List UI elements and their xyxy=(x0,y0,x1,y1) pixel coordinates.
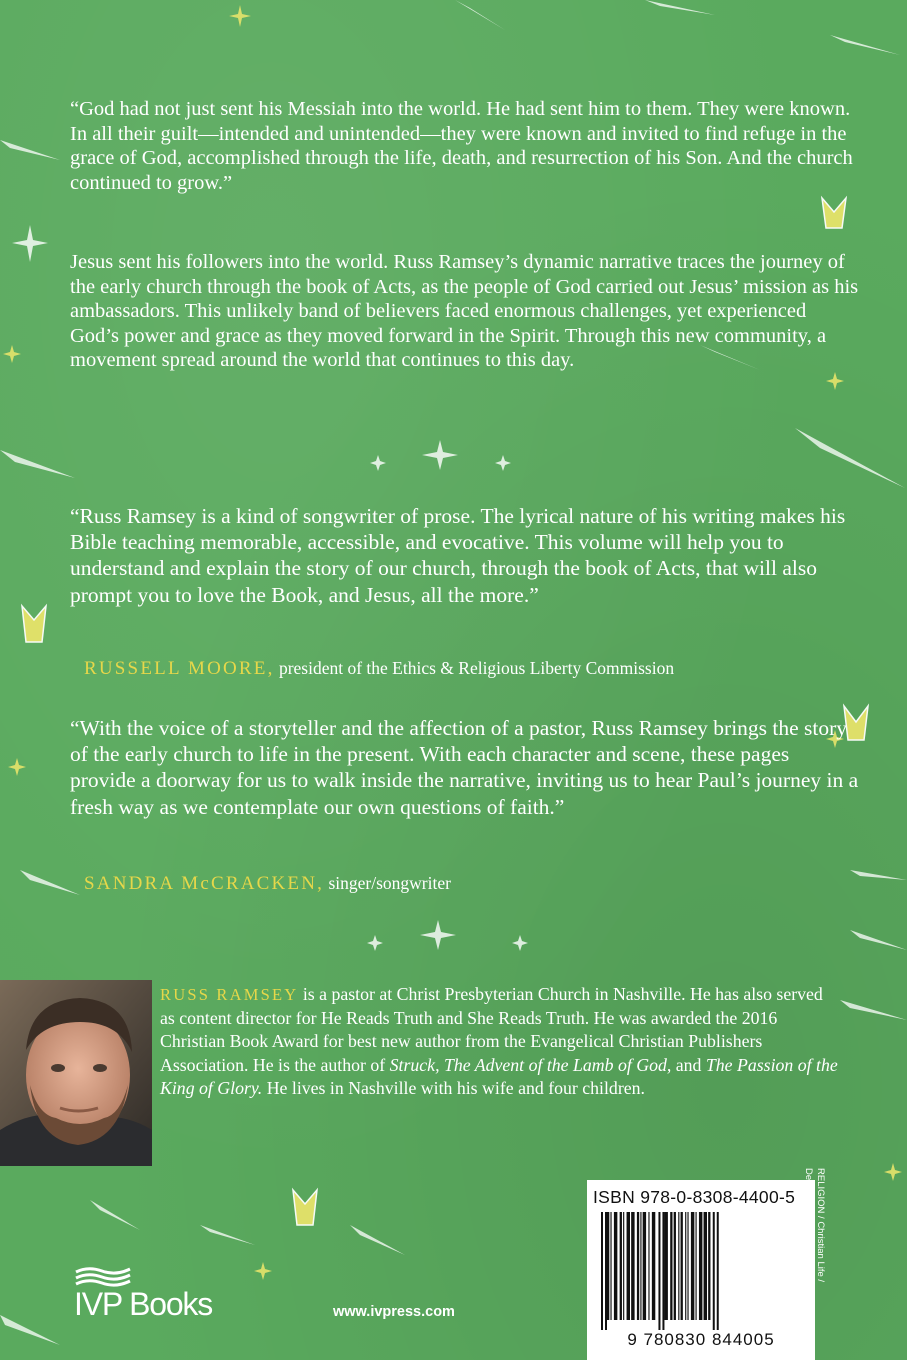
shard-shape xyxy=(795,428,905,488)
endorsement-quote: “Russ Ramsey is a kind of songwriter of prose. The lyrical nature of his writing makes his Bible teaching memorable, accessible, and evocative. This volume will help you to understand and explain the story of our church, through the book of Acts, that will also prompt you to love the Book, and Jesus, all the more.” xyxy=(70,504,846,607)
opening-quote: “God had not just sent his Messiah into the world. He had sent him to them. They were known. In all their guilt—intended and unintended—they were known and invited to find refuge in the grace of God, accomplished through the life, death, and resurrection of his Son. And the church continued to grow.” xyxy=(70,98,853,194)
shard-shape xyxy=(455,0,505,30)
publisher-logo: IVP Books xyxy=(74,1286,213,1322)
barcode-bar xyxy=(607,1212,609,1320)
barcode-bar xyxy=(699,1212,702,1320)
barcode-panel xyxy=(587,1180,815,1360)
shard-shape xyxy=(840,1000,907,1020)
barcode-bar xyxy=(643,1212,646,1320)
barcode-bar xyxy=(620,1212,622,1320)
book-title: The Passion of the King of Glory. xyxy=(160,1054,838,1098)
barcode-bar xyxy=(670,1212,672,1320)
barcode-bar xyxy=(637,1212,639,1320)
barcode-bar xyxy=(708,1212,710,1320)
endorsement-attribution xyxy=(84,873,451,895)
star-shape xyxy=(12,225,48,262)
author-bio xyxy=(160,983,840,1101)
author-photo xyxy=(0,980,152,1166)
shard-shape xyxy=(0,1315,60,1345)
bio-text: and xyxy=(671,1054,706,1075)
star-shape xyxy=(420,920,456,950)
endorser-name: RUSSELL MOORE, xyxy=(84,658,275,679)
barcode-bar xyxy=(648,1212,649,1320)
bio-text: is a pastor at Christ Presbyterian Church in Nashville. He has also served as content director for He Reads Truth and She Reads Truth. He was awarded the 2016 Christian Book Award for best new author from the Evangelical Christian Publishers Association. He is the author of xyxy=(160,984,823,1075)
endorsement-attribution xyxy=(84,658,674,680)
barcode-bar xyxy=(623,1212,624,1320)
barcode-bar xyxy=(674,1212,676,1320)
barcode-bar xyxy=(662,1212,664,1330)
bio-text: He lives in Nashville with his wife and four children. xyxy=(262,1078,645,1098)
star-shape xyxy=(229,5,251,27)
star-shape xyxy=(422,440,458,470)
barcode-bar xyxy=(717,1212,719,1330)
barcode-bar xyxy=(685,1212,686,1320)
barcode-bar xyxy=(681,1212,683,1320)
barcode-bar xyxy=(605,1212,607,1330)
category-line: Devotional xyxy=(803,1168,815,1213)
author-name: RUSS RAMSEY xyxy=(160,985,299,1004)
isbn-label: ISBN 978-0-8308-4400-5 xyxy=(593,1187,796,1207)
shard-shape xyxy=(850,870,907,880)
category-line: RELIGION / Christian Life / xyxy=(815,1168,826,1283)
star-shape xyxy=(495,455,511,471)
publisher-website: www.ivpress.com xyxy=(333,1304,455,1320)
endorser-name: SANDRA McCRACKEN, xyxy=(84,873,325,894)
barcode-graphic xyxy=(597,1212,805,1330)
publisher-waves-icon xyxy=(74,1266,134,1288)
barcode-bar xyxy=(664,1212,667,1320)
barcode-bar xyxy=(687,1212,688,1320)
shard-shape xyxy=(200,1225,255,1245)
shard-shape xyxy=(850,930,907,950)
star-shape xyxy=(512,935,528,951)
barcode-bar xyxy=(704,1212,707,1320)
star-shape xyxy=(3,345,21,363)
flame-shape xyxy=(22,606,46,642)
book-description: Jesus sent his followers into the world. Russ Ramsey’s dynamic narrative traces the journey of the early church through the book of Acts, as the people of God carried out Jesus’ mission as his ambassadors. This unlikely band of believers faced enormous challenges, yet experienced God’s power and grace as they moved forward in the Spirit. Through this new community, a movement spread around the world that continues to this day. xyxy=(70,251,859,372)
barcode-digits: 9 780830 844005 xyxy=(627,1330,775,1349)
shard-shape xyxy=(0,450,75,478)
shard-shape xyxy=(830,35,900,55)
shard-shape xyxy=(350,1225,405,1255)
barcode-bar xyxy=(614,1212,617,1320)
star-shape xyxy=(884,1163,902,1181)
barcode-bar xyxy=(713,1212,715,1330)
star-shape xyxy=(254,1262,272,1280)
endorsement-quote: “With the voice of a storyteller and the affection of a pastor, Russ Ramsey brings the story of the early church to life in the present. With each character and scene, these pages provide a doorway for us to walk inside the narrative, inviting us to hear Paul’s journey in a fresh way as we contemplate our own questions of faith.” xyxy=(70,716,859,819)
endorser-title: singer/songwriter xyxy=(328,873,451,893)
shard-shape xyxy=(0,140,60,160)
barcode-bar xyxy=(696,1212,697,1320)
barcode-bar xyxy=(627,1212,630,1320)
flame-shape xyxy=(822,198,846,228)
category-label xyxy=(803,1168,826,1282)
barcode-bar xyxy=(658,1212,660,1330)
star-shape xyxy=(8,758,26,776)
star-shape xyxy=(370,455,386,471)
star-shape xyxy=(367,935,383,951)
barcode-bar xyxy=(631,1212,634,1320)
book-title: Struck, The Advent of the Lamb of God, xyxy=(389,1054,672,1075)
shard-shape xyxy=(90,1200,140,1230)
barcode-bar xyxy=(601,1212,603,1330)
shard-shape xyxy=(20,870,80,895)
barcode-bar xyxy=(610,1212,611,1320)
barcode-bar xyxy=(678,1212,679,1320)
barcode-bar xyxy=(640,1212,641,1320)
endorser-title: president of the Ethics & Religious Liberty Commission xyxy=(278,658,675,678)
shard-shape xyxy=(645,0,715,15)
barcode-bar xyxy=(691,1212,694,1320)
flame-shape xyxy=(293,1190,317,1225)
star-shape xyxy=(826,372,844,390)
barcode-bar xyxy=(652,1212,655,1320)
